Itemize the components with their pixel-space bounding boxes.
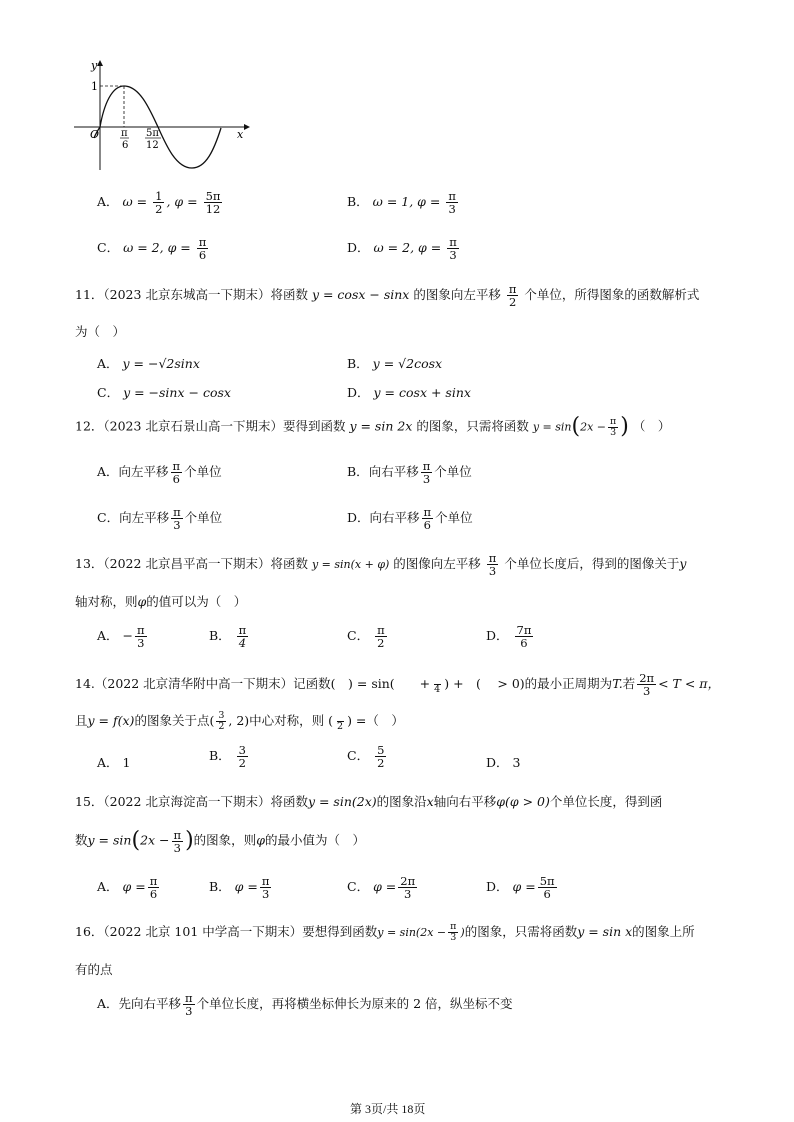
- q10-option-b: B． ω = 1, φ = $\frac{\pi}{3}$: [347, 189, 456, 217]
- q15-option-b: B． φ = $\frac{\pi}{3}$: [209, 874, 270, 902]
- q16-option-a: A．先向右平移 $\frac{\pi}{3}$ 个单位长度，再将横坐标伸长为原来的 2 倍，纵坐标不变: [97, 991, 513, 1019]
- graph-y-label: y: [91, 59, 98, 72]
- q14-option-c: C． $\frac{5}{2}$: [347, 743, 385, 771]
- graph-one: 1: [91, 80, 98, 93]
- q15-option-a: A． φ = $\frac{\pi}{6}$: [97, 874, 158, 902]
- q11-option-b: B． y = √2cosx: [347, 356, 443, 371]
- q14-option-a: A． 1: [97, 755, 131, 770]
- x-arrow: [244, 124, 250, 130]
- q10-option-c: C． ω = 2, φ = $\frac{\pi}{6}$: [97, 235, 207, 263]
- q15-stem-line2: 数y = sin(2x − $\frac{\pi}{3}$ )的图象，则φ的最小值为（ ）: [75, 827, 365, 855]
- page-footer: 第 3页/共 18页: [350, 1102, 426, 1116]
- tick2-num: 5π: [146, 128, 159, 139]
- q13-option-b: B． $\frac{\pi}{4}$: [209, 623, 247, 651]
- q16-stem-line1: 16．（2022 北京 101 中学高一下期末）要想得到函数y = sin(2x − $\frac{\pi}{3}$ )的图象，只需将函数y = sin x的图象上所: [75, 921, 695, 943]
- sine-graph: [66, 58, 251, 173]
- q11-option-d: D． y = cosx + sinx: [347, 385, 471, 400]
- q11-option-c: C． y = −sinx − cosx: [97, 385, 231, 400]
- q11-option-a: A． y = −√2sinx: [97, 356, 200, 371]
- q12-stem: 12．（2023 北京石景山高一下期末）要得到函数 y = sin 2x 的图象，只需将函数 y = sin(2x − $\frac{\pi}{3}$ ) （ ）: [75, 414, 671, 439]
- y-arrow: [97, 60, 103, 66]
- q14-option-b: B． $\frac{3}{2}$: [209, 743, 246, 771]
- q13-stem-line2: 轴对称，则φ的值可以为（ ）: [75, 594, 247, 609]
- q11-stem-line2: 为（ ）: [75, 324, 126, 339]
- tick1-den: 6: [122, 140, 129, 151]
- q13-option-d: D． $\frac{7\pi}{6}$: [486, 623, 532, 651]
- graph-x-label: x: [237, 128, 244, 141]
- q10-option-a: A． ω = $\frac{1}{2}$ , φ = $\frac{5\pi}{12}$: [97, 189, 221, 217]
- q16-stem-line2: 有的点: [75, 962, 113, 977]
- q11-stem-line1: 11．（2023 北京东城高一下期末）将函数 y = cosx − sinx 的图象向左平移 $\frac{\pi}{2}$ 个单位，所得图象的函数解析式: [75, 282, 700, 310]
- q14-option-d: D． 3: [486, 755, 521, 770]
- tick2-den: 12: [146, 140, 159, 151]
- graph-origin: O: [90, 128, 100, 141]
- tick1-num: π: [121, 128, 128, 139]
- q13-option-c: C． $\frac{\pi}{2}$: [347, 623, 385, 651]
- q14-stem-line2: 且y = f(x)的图象关于点( $\frac{3}{2}$ , 2)中心对称，则 ( 2 ) =（ ）: [75, 710, 404, 732]
- q12-option-c: C．向左平移 $\frac{\pi}{3}$ 个单位: [97, 505, 223, 533]
- q14-stem-line1: 14.（2022 北京清华附中高一下期末）记函数( ) = sin( + 4 ) + ( > 0)的最小正周期为T.若 $\frac{2\pi}{3}$ < T < π，: [75, 671, 720, 699]
- q13-option-a: A． − $\frac{\pi}{3}$: [97, 623, 145, 651]
- q15-option-c: C． φ = $\frac{2\pi}{3}$: [347, 874, 416, 902]
- q13-stem-line1: 13．（2022 北京昌平高一下期末）将函数 y = sin(x + φ) 的图像向左平移 $\frac{\pi}{3}$ 个单位长度后，得到的图像关于y: [75, 551, 687, 579]
- q12-option-a: A．向左平移 $\frac{\pi}{6}$ 个单位: [97, 459, 222, 487]
- q15-option-d: D． φ = $\frac{5\pi}{6}$: [486, 874, 555, 902]
- q15-stem-line1: 15．（2022 北京海淀高一下期末）将函数y = sin(2x)的图象沿x轴向右平移φ(φ > 0)个单位长度，得到函: [75, 794, 663, 809]
- q12-option-d: D．向右平移 $\frac{\pi}{6}$ 个单位: [347, 505, 473, 533]
- q10-option-d: D． ω = 2, φ = $\frac{\pi}{3}$: [347, 235, 457, 263]
- q12-option-b: B．向右平移 $\frac{\pi}{3}$ 个单位: [347, 459, 472, 487]
